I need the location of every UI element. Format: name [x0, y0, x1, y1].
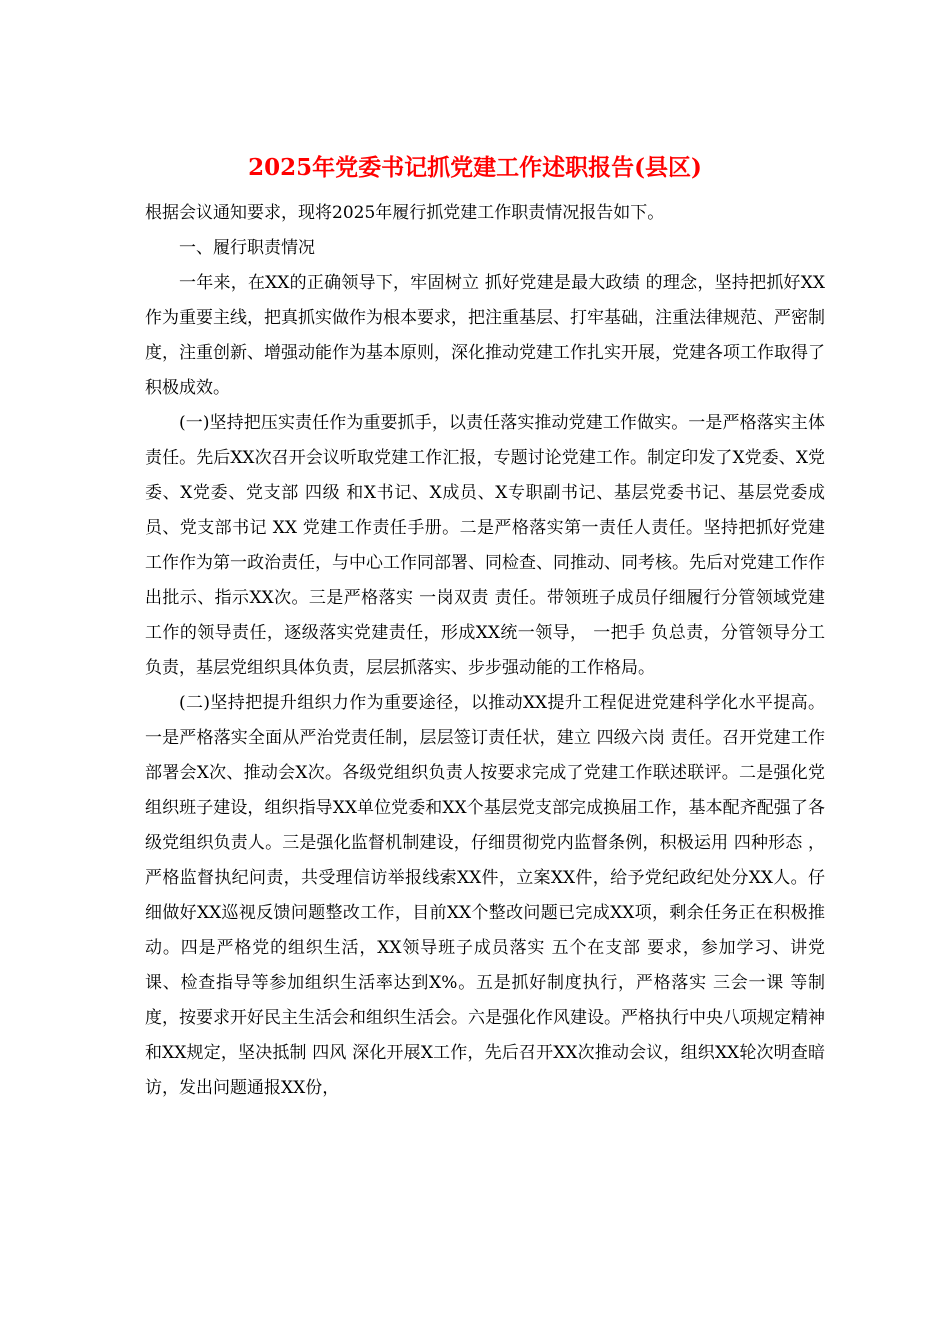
document-title: 2025年党委书记抓党建工作述职报告(县区)	[248, 154, 702, 181]
body-paragraph: 一年来，在XX的正确领导下，牢固树立 抓好党建是最大政绩 的理念，坚持把抓好XX作为重要主线，把真抓实做作为根本要求，把注重基层、打牢基础，注重法律规范、严密制度，注重创新、增强动能作为基本原则，深化推动党建工作扎实开展，党建各项工作取得了积极成效。	[145, 273, 825, 398]
intro-paragraph: 根据会议通知要求，现将2025年履行抓党建工作职责情况报告如下。	[145, 203, 665, 223]
body-paragraph: (二)坚持把提升组织力作为重要途径，以推动XX提升工程促进党建科学化水平提高。一是严格落实全面从严治党责任制，层层签订责任状，建立 四级六岗 责任。召开党建工作部署会X次、推动会X次。各级党组织负责人按要求完成了党建工作联述联评。二是强化党组织班子建设，组织指导XX单位党委和XX个基层党支部完成换届工作，基本配齐配强了各级党组织负责人。三是强化监督机制建设，仔细贯彻党内监督条例，积极运用 四种形态 ，严格监督执纪问责，共受理信访举报线索XX件，立案XX件，给予党纪政纪处分XX人。仔细做好XX巡视反馈问题整改工作，目前XX个整改问题已完成XX项，剩余任务正在积极推动。四是严格党的组织生活，XX领导班子成员落实 五个在支部 要求，参加学习、讲党课、检查指导等参加组织生活率达到X%。五是抓好制度执行，严格落实 三会一课 等制度，按要求开好民主生活会和组织生活会。六是强化作风建设。严格执行中央八项规定精神和XX规定，坚决抵制 四风 深化开展X工作，先后召开XX次推动会议，组织XX轮次明查暗访，发出问题通报XX份，	[145, 693, 825, 1098]
section-heading: 一、履行职责情况	[179, 238, 315, 258]
document-body	[145, 196, 825, 1106]
body-paragraph: (一)坚持把压实责任作为重要抓手，以责任落实推动党建工作做实。一是严格落实主体责任。先后XX次召开会议听取党建工作汇报，专题讨论党建工作。制定印发了X党委、X党委、X党委、党支部 四级 和X书记、X成员、X专职副书记、基层党委书记、基层党委成员、党支部书记 XX 党建工作责任手册。二是严格落实第一责任人责任。坚持把抓好党建工作作为第一政治责任，与中心工作同部署、同检查、同推动、同考核。先后对党建工作作出批示、指示XX次。三是严格落实 一岗双责 责任。带领班子成员仔细履行分管领域党建工作的领导责任，逐级落实党建责任，形成XX统一领导， 一把手 负总责，分管领导分工负责，基层党组织具体负责，层层抓落实、步步强动能的工作格局。	[145, 413, 825, 678]
